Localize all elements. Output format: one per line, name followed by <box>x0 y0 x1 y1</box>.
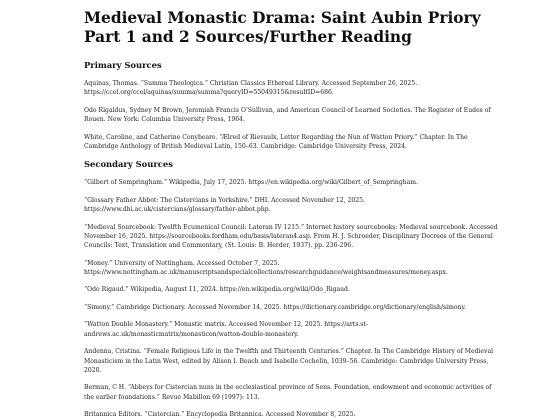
bibliography-entry: “Simony.” Cambridge Dictionary. Accessed November 14, 2025. https://dictionary.cambridge.org/dictionary/english/simony. <box>84 303 467 311</box>
bibliography-entry: White, Caroline, and Catherine Conybeare. “Ælred of Rievaulx, Letter Regarding the Nun of Watton Priory.” Chapter. In The Cambridge Anthology of British Medieval Latin, 150–63. Cambridge: Cambridge University Press, 2024. <box>84 133 468 150</box>
primary-sources-heading: Primary Sources <box>84 60 162 70</box>
secondary-sources-heading: Secondary Sources <box>84 159 173 170</box>
bibliography-entry: Britannica Editors. “Cistercian.” Encyclopedia Britannica. Accessed November 8, 2025. <box>84 411 356 419</box>
bibliography-entry: Berman, C H. “Abbeys for Cistercian nuns in the ecclesiastical province of Sens. Foundation, endowment and economic activities of the earlier foundations.” Revue Mabillon 69 (1997): 113. <box>84 384 492 401</box>
bibliography-entry: “Glossary Father Abbot: The Cistercians in Yorkshire.” DHI. Accessed November 12, 2025. https://www.dhi.ac.uk/cistercians/glossary/father-abbot.php. <box>84 196 365 214</box>
bibliography-entry: “Gilbert of Sempringham.” Wikipedia, July 17, 2025. https://en.wikipedia.org/wiki/Gilbert_of_Sempringham. <box>84 179 419 187</box>
page-title: Medieval Monastic Drama: Saint Aubin Priory Part 1 and 2 Sources/Further Reading <box>84 9 481 46</box>
bibliography-entry: Andenna, Cristina. “Female Religious Life in the Twelfth and Thirteenth Centuries.” Chapter. In The Cambridge History of Medieval Monasticism in the Latin West, edited by Alison I. Beach and Isabelle Cochelin, 1039–56. Cambridge: Cambridge University Press, 2020. <box>84 348 494 374</box>
primary-sources-section <box>84 60 500 151</box>
bibliography-entry: Aquinas, Thomas. “Summa Theologica.” Christian Classics Ethereal Library. Accessed September 26, 2025. https://ccel.org/ccel/aquinas/summa/summa?queryID=55049315&resultID=686. <box>84 80 418 97</box>
bibliography-entry: “Money.” University of Nottingham. Accessed October 7, 2025. https://www.nottingham.ac.uk/manuscriptsandspecialcollections/researchguidance/weightsandmeasures/money.aspx. <box>84 259 448 276</box>
bibliography-entry: “Watton Double Monastery.” Monastic matrix. Accessed November 12, 2025. https://arts.st-andrews.ac.uk/monasticmatrix/monasticon/watton-double-monastery. <box>84 321 368 338</box>
secondary-sources-section <box>84 159 500 419</box>
bibliography-entry: “Medieval Sourcebook: Twelfth Ecumenical Council: Lateran IV 1215.” Internet history sourcebooks: Medieval sourcebook. Accessed November 16, 2025. https://sourcebooks.fordham.edu/basis/lateran4.asp. From H. J. Schroeder, Disciplinary Decrees of the General Councils: Text, Translation and Commentary, (St. Louis: B. Herder, 1937). pp. 236-296. <box>84 223 498 250</box>
bibliography-entry: “Odo Rigaud.” Wikipedia, August 11, 2024. https://en.wikipedia.org/wiki/Odo_Rigaud. <box>84 286 350 294</box>
bibliography-entry: Odo Rigaldus, Sydney M Brown, Jeremiah Francis O’Sullivan, and American Council of Learned Societies. The Register of Eudes of Rouen. New York: Columbia University Press, 1964. <box>84 106 491 124</box>
